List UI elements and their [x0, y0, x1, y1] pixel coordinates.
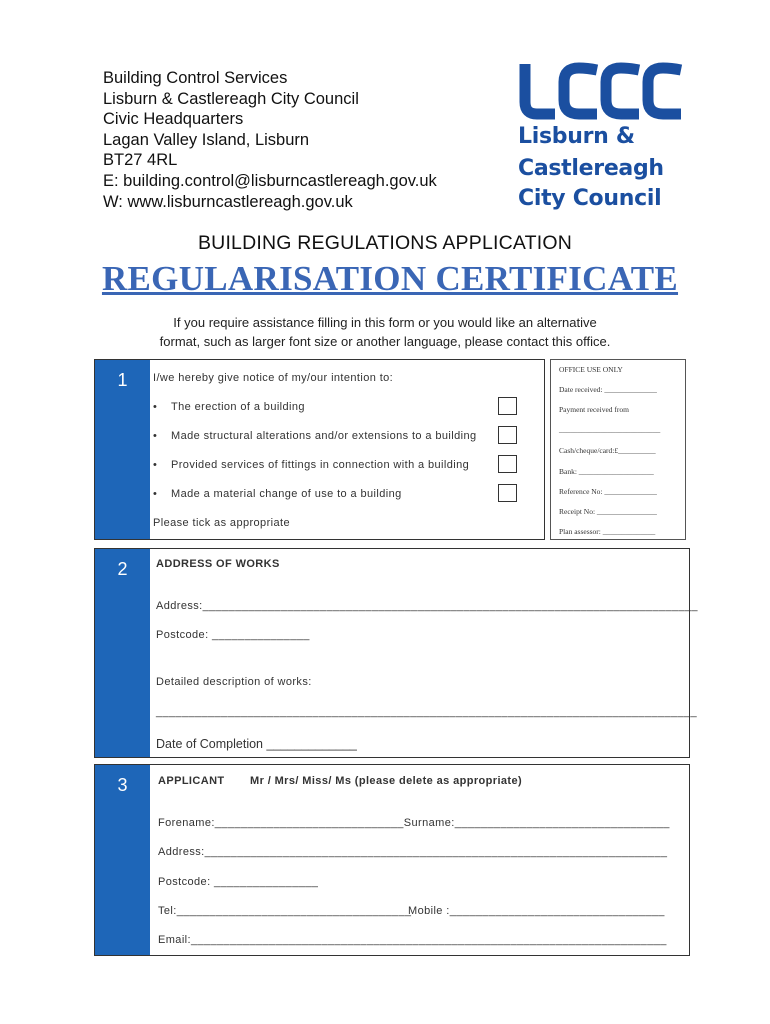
works-description-label: Detailed description of works:	[156, 676, 312, 688]
office-use-box	[550, 359, 686, 540]
reference-no-field[interactable]: Reference No: ______________	[559, 487, 657, 496]
bullet-icon: •	[153, 459, 158, 471]
works-postcode-field[interactable]: Postcode: _______________	[156, 629, 310, 641]
section-number: 1	[95, 360, 150, 539]
section-3-applicant	[94, 764, 690, 956]
option-label: Made a material change of use to a building	[171, 488, 402, 500]
address-line: BT27 4RL	[103, 151, 178, 170]
section-2-address-of-works	[94, 548, 698, 758]
tel-field[interactable]: Tel:____________________________________	[158, 905, 412, 917]
section-number: 2	[95, 549, 150, 757]
mobile-field[interactable]: Mobile :_________________________________	[408, 905, 665, 917]
change-of-use-checkbox[interactable]	[498, 484, 517, 502]
logo-text-line: Castlereagh	[518, 156, 664, 181]
logo-text-line: City Council	[518, 186, 662, 211]
tick-note: Please tick as appropriate	[153, 517, 290, 529]
form-title: REGULARISATION CERTIFICATE	[101, 259, 679, 298]
option-label: Made structural alterations and/or extensions to a building	[171, 430, 477, 442]
address-line: Lisburn & Castlereagh City Council	[103, 89, 359, 108]
logo-text-line: Lisburn &	[518, 124, 635, 149]
form-subtitle: BUILDING REGULATIONS APPLICATION	[197, 232, 573, 254]
payment-received-label: Payment received from	[559, 405, 629, 414]
option-label: The erection of a building	[171, 401, 305, 413]
bullet-icon: •	[153, 430, 158, 442]
payment-method-field[interactable]: Cash/cheque/card:£__________	[559, 446, 656, 455]
completion-date-field[interactable]: Date of Completion _____________	[156, 737, 357, 751]
intro-line: format, such as larger font size or another language, please contact this office.	[159, 334, 611, 349]
website-line: W: www.lisburncastlereagh.gov.uk	[103, 192, 353, 211]
section-1-notice	[94, 359, 545, 540]
email-line: E: building.control@lisburncastlereagh.gov.uk	[103, 171, 437, 190]
section-heading: APPLICANT	[158, 775, 225, 787]
payment-from-field[interactable]: ___________________________	[559, 425, 661, 434]
email-field[interactable]: Email:_________________________________________________________________________	[158, 934, 667, 946]
bullet-icon: •	[153, 401, 158, 413]
bullet-icon: •	[153, 488, 158, 500]
applicant-postcode-field[interactable]: Postcode: ________________	[158, 876, 319, 888]
intro-text	[0, 313, 770, 351]
council-address	[103, 68, 437, 212]
works-address-field[interactable]: Address:____________________________________________________________________________	[156, 600, 698, 612]
address-line: Building Control Services	[103, 69, 288, 87]
section-number: 3	[95, 765, 150, 955]
applicant-address-field[interactable]: Address:_______________________________________________________________________	[158, 846, 668, 858]
plan-assessor-field[interactable]: Plan assessor: ______________	[559, 527, 656, 536]
address-line: Lagan Valley Island, Lisburn	[103, 130, 310, 149]
option-label: Provided services of fittings in connection with a building	[171, 459, 470, 471]
office-use-title: OFFICE USE ONLY	[559, 365, 623, 374]
title-options[interactable]: Mr / Mrs/ Miss/ Ms (please delete as appropriate)	[250, 775, 523, 787]
bank-field[interactable]: Bank: ____________________	[559, 467, 654, 476]
receipt-no-field[interactable]: Receipt No: ________________	[559, 507, 657, 516]
council-logo	[517, 62, 697, 212]
intro-line: If you require assistance filling in this form or you would like an alternative	[173, 315, 597, 330]
notice-heading: I/we hereby give notice of my/our intention to:	[153, 372, 394, 384]
lccc-logo-mark	[517, 62, 687, 122]
alterations-checkbox[interactable]	[498, 426, 517, 444]
forename-surname-field[interactable]: Forename:_____________________________Surname:_________________________________	[158, 817, 670, 829]
section-heading: ADDRESS OF WORKS	[156, 558, 280, 570]
works-description-field[interactable]: ___________________________________________________________________________________	[156, 706, 697, 718]
address-line: Civic Headquarters	[103, 110, 244, 129]
erection-checkbox[interactable]	[498, 397, 517, 415]
services-checkbox[interactable]	[498, 455, 517, 473]
date-received-field[interactable]: Date received: ______________	[559, 385, 657, 394]
